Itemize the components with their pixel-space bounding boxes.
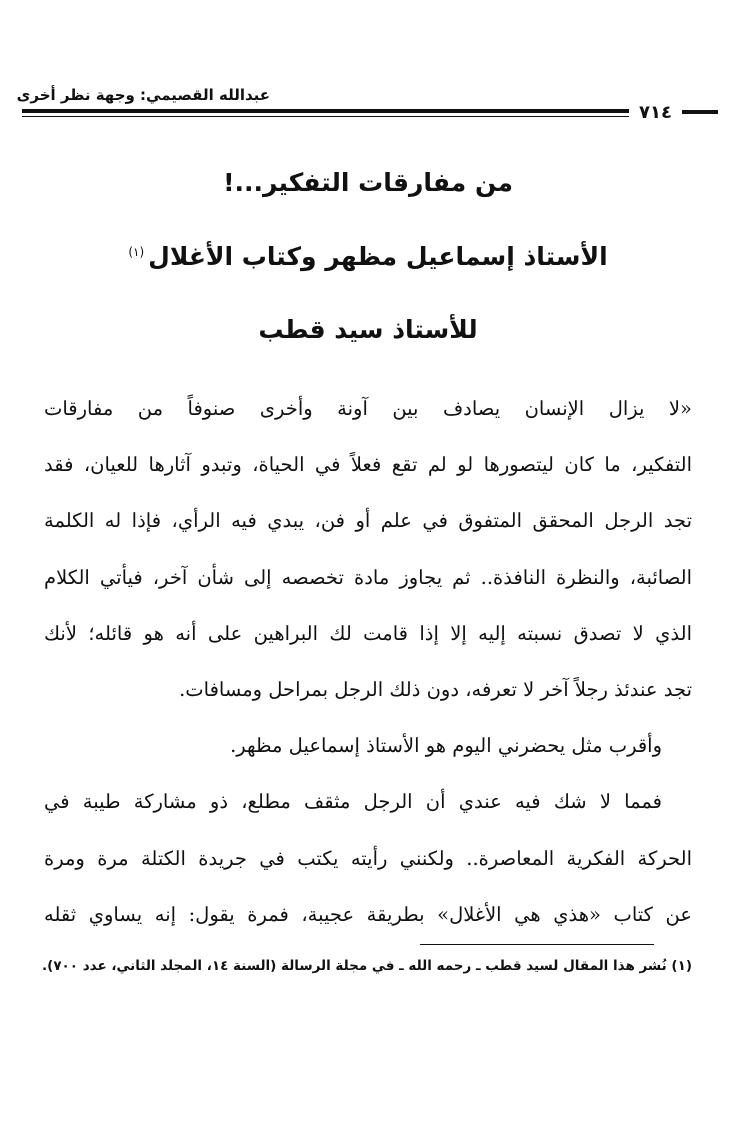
page-number: ٧١٤ (639, 101, 672, 123)
body-line: الذي لا تصدق نسبته إليه إلا إذا قامت لك البراهين على أنه هو قائله؛ لأنك (44, 621, 692, 645)
footnote: (١) نُشر هذا المقال لسيد قطب ـ رحمه الله ـ في مجلة الرسالة (السنة ١٤، المجلد الثاني، عدد ٧٠٠). (42, 958, 692, 974)
article-heading: من مفارقات التفكير...! (223, 168, 513, 197)
page-number-bar (682, 110, 718, 114)
header-rule-thin (22, 116, 714, 117)
body-text (44, 381, 692, 943)
footnote-rule (420, 944, 654, 945)
article-author: للأستاذ سيد قطب (258, 315, 478, 344)
body-line: التفكير، ما كان ليتصورها لو لم تقع فعلاً في الحياة، وتبدو آثارها للعيان، فقد (44, 453, 692, 477)
header-rule-thick (22, 109, 714, 113)
body-line: الحركة الفكرية المعاصرة.. ولكنني رأيته يكتب في جريدة الكتلة مرة ومرة (44, 846, 692, 870)
body-line: تجد الرجل المحقق المتفوق في علم أو فن، يبدي فيه الرأي، فإذا له الكلمة (44, 509, 692, 533)
running-title: عبدالله القصيمي: وجهة نظر أخرى (16, 86, 270, 104)
body-line: وأقرب مثل يحضرني اليوم هو الأستاذ إسماعيل مظهر. (230, 734, 662, 758)
page-number-group (629, 100, 718, 124)
body-line: فمما لا شك فيه عندي أن الرجل مثقف مطلع، ذو مشاركة طيبة في (44, 790, 662, 814)
article-title-text: الأستاذ إسماعيل مظهر وكتاب الأغلال (148, 242, 608, 271)
article-title (0, 242, 736, 271)
body-line: الصائبة، والنظرة النافذة.. ثم يجاوز مادة تخصصه إلى شأن آخر، فيأتي الكلام (44, 565, 692, 589)
body-line: عن كتاب «هذي هي الأغلال» بطريقة عجيبة، فمرة يقول: إنه يساوي ثقله (44, 902, 692, 926)
footnote-marker: (١) (128, 244, 145, 259)
body-line: تجد عندئذ رجلاً آخر لا تعرفه، دون ذلك الرجل بمراحل ومسافات. (179, 677, 692, 701)
body-line: «لا يزال الإنسان يصادف بين آونة وأخرى صنوفاً من مفارقات (44, 397, 692, 420)
